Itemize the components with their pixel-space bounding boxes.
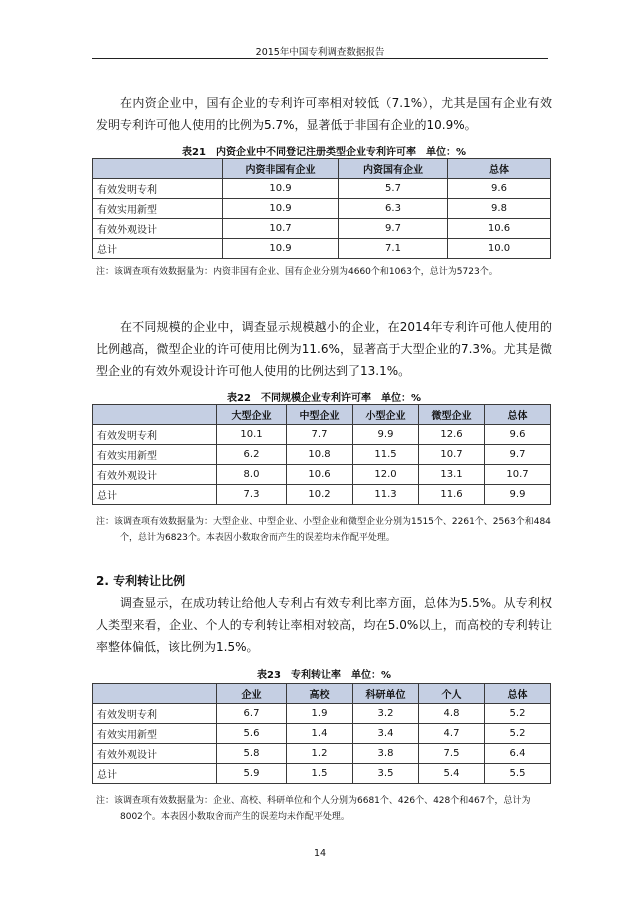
table-cell: 9.9 bbox=[353, 425, 419, 445]
table-cell: 3.5 bbox=[353, 764, 419, 784]
table-cell: 9.7 bbox=[339, 219, 448, 239]
section-heading: 2. 专利转让比例 bbox=[96, 574, 186, 588]
table-cell: 10.9 bbox=[223, 179, 339, 199]
table-header-cell bbox=[93, 405, 217, 425]
table-cell: 3.2 bbox=[353, 704, 419, 724]
table-cell: 1.4 bbox=[287, 724, 353, 744]
paragraph-1 bbox=[96, 92, 552, 136]
table-cell: 1.2 bbox=[287, 744, 353, 764]
table-cell: 10.7 bbox=[485, 465, 551, 485]
table-row bbox=[93, 485, 551, 505]
table-cell: 10.7 bbox=[419, 445, 485, 465]
table-cell: 10.6 bbox=[448, 219, 551, 239]
table-row bbox=[93, 744, 551, 764]
table-cell: 5.2 bbox=[485, 724, 551, 744]
table-cell: 10.7 bbox=[223, 219, 339, 239]
table-cell: 9.6 bbox=[448, 179, 551, 199]
table-cell: 7.5 bbox=[419, 744, 485, 764]
table-cell: 12.6 bbox=[419, 425, 485, 445]
table-header-cell: 总体 bbox=[448, 159, 551, 179]
table-row bbox=[93, 199, 551, 219]
table-21-note-text: 注：该调查项有效数据量为：内资非国有企业、国有企业分别为4660个和1063个，总计为5723个。 bbox=[96, 267, 498, 277]
table-22-caption: 表22 不同规模企业专利许可率 单位：% bbox=[227, 393, 421, 404]
row-label: 有效实用新型 bbox=[93, 445, 217, 465]
paragraph-2-text: 在不同规模的企业中，调查显示规模越小的企业，在2014年专利许可他人使用的比例越高，微型企业的许可使用比例为11.6%，显著高于大型企业的7.3%。尤其是微型企业的有效外观设计许可他人使用的比例达到了13.1%。 bbox=[96, 320, 552, 378]
row-label: 总计 bbox=[93, 764, 217, 784]
table-row bbox=[93, 425, 551, 445]
table-cell: 6.2 bbox=[217, 445, 287, 465]
table-cell: 10.1 bbox=[217, 425, 287, 445]
table-row bbox=[93, 445, 551, 465]
table-cell: 5.5 bbox=[485, 764, 551, 784]
row-label: 有效外观设计 bbox=[93, 744, 217, 764]
table-header-cell: 内资国有企业 bbox=[339, 159, 448, 179]
table-cell: 10.9 bbox=[223, 199, 339, 219]
table-header-cell: 中型企业 bbox=[287, 405, 353, 425]
table-23-note-text: 注：该调查项有效数据量为：企业、高校、科研单位和个人分别为6681个、426个、428个和467个，总计为8002个。本表因小数取舍而产生的误差均未作配平处理。 bbox=[96, 796, 531, 822]
table-header-cell bbox=[93, 159, 223, 179]
row-label: 有效发明专利 bbox=[93, 425, 217, 445]
table-cell: 3.8 bbox=[353, 744, 419, 764]
table-21-caption: 表21 内资企业中不同登记注册类型企业专利许可率 单位：% bbox=[182, 147, 466, 158]
table-cell: 9.7 bbox=[485, 445, 551, 465]
table-row bbox=[93, 764, 551, 784]
table-header-cell: 高校 bbox=[287, 684, 353, 704]
page-number: 14 bbox=[313, 848, 327, 859]
table-header-cell: 个人 bbox=[419, 684, 485, 704]
table-cell: 6.3 bbox=[339, 199, 448, 219]
table-cell: 10.0 bbox=[448, 239, 551, 259]
table-header-cell: 总体 bbox=[485, 405, 551, 425]
header-rule bbox=[92, 58, 548, 59]
table-cell: 12.0 bbox=[353, 465, 419, 485]
paragraph-2 bbox=[96, 316, 552, 382]
table-cell: 5.2 bbox=[485, 704, 551, 724]
table-cell: 5.4 bbox=[419, 764, 485, 784]
paragraph-3-text: 调查显示，在成功转让给他人专利占有效专利比率方面，总体为5.5%。从专利权人类型来看，企业、个人的专利转让率相对较高，均在5.0%以上，而高校的专利转让率整体偏低，该比例为1.5%。 bbox=[96, 596, 552, 654]
row-label: 有效实用新型 bbox=[93, 199, 223, 219]
table-cell: 13.1 bbox=[419, 465, 485, 485]
paragraph-1-text: 在内资企业中，国有企业的专利许可率相对较低（7.1%），尤其是国有企业有效发明专利许可他人使用的比例为5.7%，显著低于非国有企业的10.9%。 bbox=[96, 96, 552, 132]
table-row bbox=[93, 179, 551, 199]
table-header-cell: 微型企业 bbox=[419, 405, 485, 425]
table-cell: 5.8 bbox=[217, 744, 287, 764]
table-cell: 6.4 bbox=[485, 744, 551, 764]
table-row bbox=[93, 724, 551, 744]
table-header-cell: 小型企业 bbox=[353, 405, 419, 425]
table-22 bbox=[92, 404, 551, 505]
table-21 bbox=[92, 158, 551, 259]
table-cell: 7.3 bbox=[217, 485, 287, 505]
table-cell: 6.7 bbox=[217, 704, 287, 724]
row-label: 有效发明专利 bbox=[93, 704, 217, 724]
table-cell: 3.4 bbox=[353, 724, 419, 744]
table-cell: 9.8 bbox=[448, 199, 551, 219]
paragraph-3 bbox=[96, 592, 552, 658]
table-cell: 1.9 bbox=[287, 704, 353, 724]
table-row bbox=[93, 239, 551, 259]
table-header-row bbox=[93, 159, 551, 179]
table-cell: 11.3 bbox=[353, 485, 419, 505]
table-cell: 10.9 bbox=[223, 239, 339, 259]
table-header-cell: 总体 bbox=[485, 684, 551, 704]
row-label: 有效外观设计 bbox=[93, 465, 217, 485]
row-label: 有效发明专利 bbox=[93, 179, 223, 199]
table-header-cell: 科研单位 bbox=[353, 684, 419, 704]
table-row bbox=[93, 704, 551, 724]
table-cell: 7.7 bbox=[287, 425, 353, 445]
row-label: 有效外观设计 bbox=[93, 219, 223, 239]
table-cell: 7.1 bbox=[339, 239, 448, 259]
table-header-cell bbox=[93, 684, 217, 704]
page-header: 2015年中国专利调查数据报告 bbox=[255, 47, 385, 58]
table-22-note-text: 注：该调查项有效数据量为：大型企业、中型企业、小型企业和微型企业分别为1515个、2261个、2563个和484个，总计为6823个。本表因小数取舍而产生的误差均未作配平处理。 bbox=[96, 517, 551, 543]
table-header-cell: 大型企业 bbox=[217, 405, 287, 425]
table-cell: 5.6 bbox=[217, 724, 287, 744]
table-header-cell: 企业 bbox=[217, 684, 287, 704]
table-cell: 11.6 bbox=[419, 485, 485, 505]
table-cell: 9.6 bbox=[485, 425, 551, 445]
table-cell: 10.2 bbox=[287, 485, 353, 505]
table-cell: 4.8 bbox=[419, 704, 485, 724]
table-22-note bbox=[96, 514, 552, 546]
table-header-row bbox=[93, 405, 551, 425]
row-label: 有效实用新型 bbox=[93, 724, 217, 744]
table-cell: 10.6 bbox=[287, 465, 353, 485]
table-header-row bbox=[93, 684, 551, 704]
table-cell: 11.5 bbox=[353, 445, 419, 465]
table-23-caption: 表23 专利转让率 单位：% bbox=[257, 670, 391, 681]
table-cell: 8.0 bbox=[217, 465, 287, 485]
table-cell: 10.8 bbox=[287, 445, 353, 465]
table-23 bbox=[92, 683, 551, 784]
table-cell: 4.7 bbox=[419, 724, 485, 744]
table-21-note bbox=[96, 264, 552, 280]
table-cell: 9.9 bbox=[485, 485, 551, 505]
table-cell: 5.7 bbox=[339, 179, 448, 199]
table-row bbox=[93, 465, 551, 485]
row-label: 总计 bbox=[93, 485, 217, 505]
table-cell: 1.5 bbox=[287, 764, 353, 784]
table-cell: 5.9 bbox=[217, 764, 287, 784]
table-23-note bbox=[96, 793, 552, 825]
row-label: 总计 bbox=[93, 239, 223, 259]
table-header-cell: 内资非国有企业 bbox=[223, 159, 339, 179]
table-row bbox=[93, 219, 551, 239]
